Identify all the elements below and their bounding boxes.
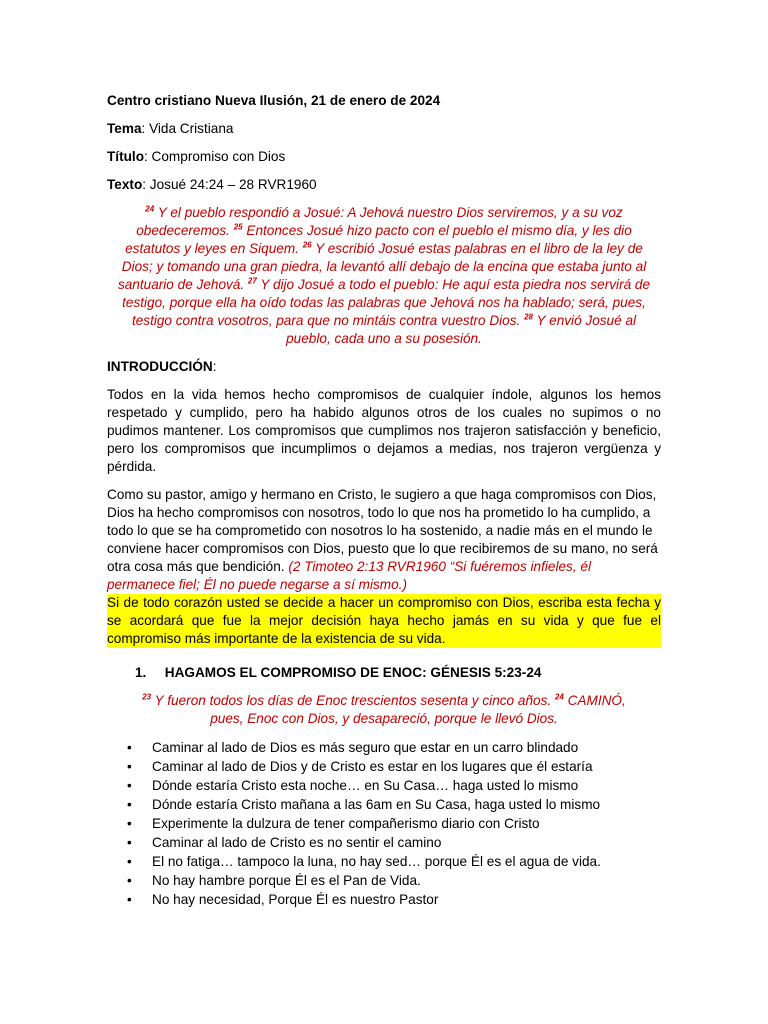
bullet-icon: •: [127, 740, 132, 755]
section-number: 1.: [135, 665, 147, 680]
list-item: [107, 814, 661, 833]
list-item-text: Experimente la dulzura de tener compañerismo diario con Cristo: [152, 816, 540, 831]
texto-line: [107, 176, 661, 194]
bullet-icon: •: [127, 873, 132, 888]
tema-value: : Vida Cristiana: [141, 121, 234, 136]
titulo-line: [107, 148, 661, 166]
intro-heading: [107, 358, 661, 376]
list-item-text: Caminar al lado de Dios y de Cristo es estar en los lugares que él estaría: [152, 759, 593, 774]
list-item: [107, 795, 661, 814]
list-item: [107, 890, 661, 909]
bullet-icon: •: [127, 892, 132, 907]
intro-paragraph-1: Todos en la vida hemos hecho compromisos de cualquier índole, algunos los hemos respetado y cumplido, pero ha habido algunos otros de los cuales no supimos o no pudimos mantener. Los compromisos que cumplimos nos trajeron satisfacción y beneficio, pero los compromisos que incumplimos o dejamos a medias, nos trajeron vergüenza y pérdida.: [107, 387, 661, 474]
list-item: [107, 776, 661, 795]
verse-number: 23: [142, 692, 152, 702]
tema-line: [107, 120, 661, 138]
list-item: [107, 757, 661, 776]
verse-text: Entonces Josué hizo pacto con el pueblo el mismo día, y les dio estatutos y leyes en Siquem.: [125, 223, 632, 256]
intro-paragraph-2: [107, 486, 661, 594]
verse-number: 25: [233, 222, 243, 232]
verse-text: Y escribió Josué estas palabras en el libro de la ley de Dios; y tomando una gran piedra, la levantó allí debajo de la encina que estaba junto al santuario de Jehová.: [117, 241, 647, 292]
bullet-icon: •: [127, 759, 132, 774]
bullet-icon: •: [127, 835, 132, 850]
list-item-text: Dónde estaría Cristo esta noche… en Su Casa… haga usted lo mismo: [152, 778, 579, 793]
titulo-value: : Compromiso con Dios: [144, 149, 286, 164]
church-date-line: Centro cristiano Nueva Ilusión, 21 de enero de 2024: [107, 93, 441, 108]
scripture-josue: [113, 204, 655, 348]
bullet-icon: •: [127, 816, 132, 831]
document-body: [107, 92, 661, 909]
bullet-list: [107, 738, 661, 909]
intro-paragraph-2-text: Como su pastor, amigo y hermano en Cristo, le sugiero a que haga compromisos con Dios, Dios ha hecho compromisos con nosotros, todo lo que nos ha prometido lo ha cumplido, a todo lo que se ha comprometido con nosotros lo ha sostenido, a nadie más en el mundo le conviene hacer compromisos con Dios, puesto que lo que recibiremos de su mano, no será otra cosa más que bendición.: [107, 487, 658, 574]
verse-number: 24: [554, 692, 564, 702]
intro-heading-colon: :: [212, 359, 217, 374]
texto-value: : Josué 24:24 – 28 RVR1960: [142, 177, 317, 192]
list-item: [107, 833, 661, 852]
tema-label: Tema: [107, 121, 142, 136]
list-item-text: No hay necesidad, Porque Él es nuestro Pastor: [152, 892, 439, 907]
list-item-text: El no fatiga… tampoco la luna, no hay sed… porque Él es el agua de vida.: [152, 854, 601, 869]
verse-number: 26: [302, 240, 312, 250]
verse-number: 28: [524, 312, 533, 322]
bullet-icon: •: [127, 797, 132, 812]
list-item: [107, 871, 661, 890]
verse-number: 27: [247, 276, 257, 286]
intro-heading-text: INTRODUCCIÓN: [107, 359, 213, 374]
highlighted-commitment-text: Si de todo corazón usted se decide a hacer un compromiso con Dios, escriba esta fecha y se acordará que fue la mejor decisión haya hecho jamás en su vida y que fue el compromiso más importante de la existencia de su vida.: [107, 595, 661, 646]
list-item-text: Caminar al lado de Cristo es no sentir el camino: [152, 835, 442, 850]
list-item-text: Caminar al lado de Dios es más seguro que estar en un carro blindado: [152, 740, 579, 755]
list-item: [107, 738, 661, 757]
verse-text: Y dijo Josué a todo el pueblo: He aquí esta piedra nos servirá de testigo, porque ella ha oído todas las palabras que Jehová nos ha hablado; será, pues, testigo contra vosotros, para que no mintáis contra vuestro Dios.: [122, 277, 651, 328]
verse-text: Y el pueblo respondió a Josué: A Jehová nuestro Dios serviremos, y a su voz obedeceremos.: [136, 205, 623, 238]
section-1-heading: [135, 664, 661, 682]
titulo-label: Título: [107, 149, 144, 164]
section-title: HAGAMOS EL COMPROMISO DE ENOC: GÉNESIS 5:23-24: [164, 665, 542, 680]
bullet-icon: •: [127, 854, 132, 869]
bullet-icon: •: [127, 778, 132, 793]
verse-text: Y envió Josué al pueblo, cada uno a su posesión.: [286, 313, 637, 346]
list-item-text: Dónde estaría Cristo mañana a las 6am en Su Casa, haga usted lo mismo: [152, 797, 601, 812]
scripture-genesis: [137, 692, 631, 728]
verse-text: CAMINÓ, pues, Enoc con Dios, y desapareció, porque le llevó Dios.: [210, 693, 626, 726]
texto-label: Texto: [107, 177, 143, 192]
verse-number: 24: [145, 204, 155, 214]
intro-paragraph-2-reference: (2 Timoteo 2:13 RVR1960 “Si fuéremos infieles, él permanece fiel; Él no puede negarse a sí mismo.): [107, 559, 591, 592]
verse-text: Y fueron todos los días de Enoc trescientos sesenta y cinco años.: [151, 693, 555, 708]
list-item: [107, 852, 661, 871]
list-item-text: No hay hambre porque Él es el Pan de Vida.: [152, 873, 421, 888]
